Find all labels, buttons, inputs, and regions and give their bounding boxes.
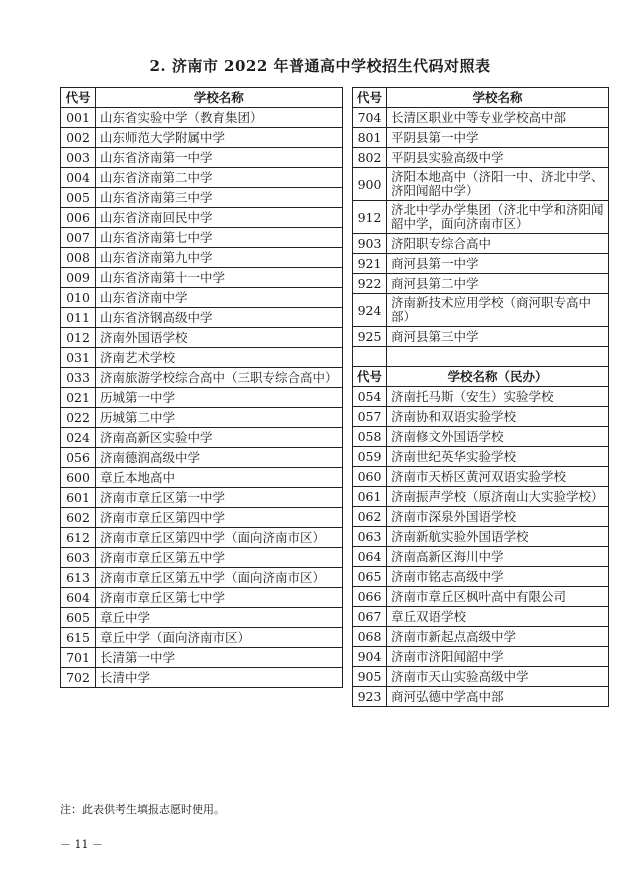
table-row bbox=[353, 487, 609, 507]
school-code: 922 bbox=[353, 274, 387, 294]
school-code: 921 bbox=[353, 254, 387, 274]
school-name: 济南市天山实验高级中学 bbox=[387, 667, 609, 687]
school-name: 历城第一中学 bbox=[96, 388, 343, 408]
table-row bbox=[61, 568, 343, 588]
page-title: 2. 济南市 2022 年普通高中学校招生代码对照表 bbox=[149, 57, 491, 75]
school-code: 923 bbox=[353, 687, 387, 707]
table-row bbox=[353, 507, 609, 527]
school-code: 058 bbox=[353, 427, 387, 447]
table-row bbox=[61, 128, 343, 148]
table-row bbox=[353, 427, 609, 447]
school-name: 济南修文外国语学校 bbox=[387, 427, 609, 447]
school-name: 济南市章丘区第七中学 bbox=[96, 588, 343, 608]
school-code: 009 bbox=[61, 268, 96, 288]
school-code: 603 bbox=[61, 548, 96, 568]
table-row bbox=[353, 201, 609, 234]
table-row bbox=[353, 294, 609, 327]
school-code: 006 bbox=[61, 208, 96, 228]
school-name: 长清区职业中等专业学校高中部 bbox=[387, 108, 609, 128]
table-row bbox=[353, 108, 609, 128]
school-name: 长清第一中学 bbox=[96, 648, 343, 668]
school-name: 济南新技术应用学校（商河职专高中部） bbox=[387, 294, 609, 327]
school-code: 022 bbox=[61, 408, 96, 428]
school-code: 903 bbox=[353, 234, 387, 254]
table-row bbox=[353, 254, 609, 274]
school-name: 山东省济南第三中学 bbox=[96, 188, 343, 208]
table-row bbox=[353, 234, 609, 254]
school-name: 商河弘德中学高中部 bbox=[387, 687, 609, 707]
table-row bbox=[61, 508, 343, 528]
page-number: － 11 － bbox=[60, 838, 103, 851]
header-code: 代号 bbox=[353, 88, 387, 108]
table-row bbox=[61, 468, 343, 488]
school-code: 033 bbox=[61, 368, 96, 388]
school-name: 济南市新起点高级中学 bbox=[387, 627, 609, 647]
school-name: 济南高新区实验中学 bbox=[96, 428, 343, 448]
school-code: 615 bbox=[61, 628, 96, 648]
school-name: 济南市章丘区枫叶高中有限公司 bbox=[387, 587, 609, 607]
school-code: 702 bbox=[61, 668, 96, 688]
school-code: 005 bbox=[61, 188, 96, 208]
school-name: 济南外国语学校 bbox=[96, 328, 343, 348]
school-code: 001 bbox=[61, 108, 96, 128]
school-code: 003 bbox=[61, 148, 96, 168]
school-name: 济北中学办学集团（济北中学和济阳闻韶中学，面向济南市区） bbox=[387, 201, 609, 234]
school-code: 056 bbox=[61, 448, 96, 468]
school-code: 057 bbox=[353, 407, 387, 427]
school-name: 商河县第三中学 bbox=[387, 327, 609, 347]
school-code: 065 bbox=[353, 567, 387, 587]
table-row bbox=[61, 648, 343, 668]
table-row bbox=[61, 108, 343, 128]
table-row bbox=[353, 447, 609, 467]
school-name: 历城第二中学 bbox=[96, 408, 343, 428]
table-row bbox=[353, 527, 609, 547]
school-name: 平阴县实验高级中学 bbox=[387, 148, 609, 168]
footnote: 注：此表供考生填报志愿时使用。 bbox=[60, 803, 225, 816]
school-code: 904 bbox=[353, 647, 387, 667]
school-code: 067 bbox=[353, 607, 387, 627]
school-name: 山东省济南回民中学 bbox=[96, 208, 343, 228]
table-row bbox=[61, 448, 343, 468]
school-code: 905 bbox=[353, 667, 387, 687]
table-header-row bbox=[353, 88, 609, 108]
school-name: 山东省实验中学（教育集团） bbox=[96, 108, 343, 128]
school-code: 701 bbox=[61, 648, 96, 668]
school-code: 925 bbox=[353, 327, 387, 347]
school-name: 济南市章丘区第一中学 bbox=[96, 488, 343, 508]
school-code: 600 bbox=[61, 468, 96, 488]
empty-row bbox=[353, 347, 609, 367]
school-code: 063 bbox=[353, 527, 387, 547]
school-code: 021 bbox=[61, 388, 96, 408]
header-name: 学校名称（民办） bbox=[387, 367, 609, 387]
school-code: 066 bbox=[353, 587, 387, 607]
table-row bbox=[353, 667, 609, 687]
header-name: 学校名称 bbox=[96, 88, 343, 108]
school-name: 平阴县第一中学 bbox=[387, 128, 609, 148]
school-code bbox=[353, 347, 387, 367]
table-row bbox=[61, 628, 343, 648]
school-name: 济南托马斯（安生）实验学校 bbox=[387, 387, 609, 407]
table-row bbox=[353, 148, 609, 168]
school-name: 山东省济南第二中学 bbox=[96, 168, 343, 188]
school-name: 长清中学 bbox=[96, 668, 343, 688]
table-row bbox=[61, 268, 343, 288]
school-name: 济南市济阳闻韶中学 bbox=[387, 647, 609, 667]
school-code: 602 bbox=[61, 508, 96, 528]
school-name: 山东省济南第一中学 bbox=[96, 148, 343, 168]
table-row bbox=[353, 327, 609, 347]
school-name: 山东省济南第七中学 bbox=[96, 228, 343, 248]
school-code: 054 bbox=[353, 387, 387, 407]
school-name: 济南艺术学校 bbox=[96, 348, 343, 368]
school-name: 济南市铭志高级中学 bbox=[387, 567, 609, 587]
table-row bbox=[353, 567, 609, 587]
school-code: 061 bbox=[353, 487, 387, 507]
table-row bbox=[61, 248, 343, 268]
school-name: 山东省济南第九中学 bbox=[96, 248, 343, 268]
table-row bbox=[61, 528, 343, 548]
table-row bbox=[61, 228, 343, 248]
table-row bbox=[61, 208, 343, 228]
header-code: 代号 bbox=[61, 88, 96, 108]
table-row bbox=[353, 407, 609, 427]
table-row bbox=[353, 128, 609, 148]
school-code: 604 bbox=[61, 588, 96, 608]
school-code: 062 bbox=[353, 507, 387, 527]
private-header-row bbox=[353, 367, 609, 387]
school-name: 山东师范大学附属中学 bbox=[96, 128, 343, 148]
table-row bbox=[61, 488, 343, 508]
school-name: 商河县第一中学 bbox=[387, 254, 609, 274]
school-name: 济南德润高级中学 bbox=[96, 448, 343, 468]
school-name: 济南市章丘区第五中学 bbox=[96, 548, 343, 568]
school-name bbox=[387, 347, 609, 367]
school-name: 山东省济南第十一中学 bbox=[96, 268, 343, 288]
school-name: 济南新航实验外国语学校 bbox=[387, 527, 609, 547]
school-code: 912 bbox=[353, 201, 387, 234]
school-name: 济南市章丘区第四中学 bbox=[96, 508, 343, 528]
table-header-row bbox=[61, 88, 343, 108]
school-code-table-right bbox=[352, 87, 609, 707]
school-code: 059 bbox=[353, 447, 387, 467]
school-code: 031 bbox=[61, 348, 96, 368]
table-row bbox=[353, 647, 609, 667]
school-name: 章丘中学（面向济南市区） bbox=[96, 628, 343, 648]
school-name: 山东省济钢高级中学 bbox=[96, 308, 343, 328]
school-code: 064 bbox=[353, 547, 387, 567]
school-code: 060 bbox=[353, 467, 387, 487]
table-row bbox=[353, 387, 609, 407]
school-code: 007 bbox=[61, 228, 96, 248]
school-code: 002 bbox=[61, 128, 96, 148]
school-code: 605 bbox=[61, 608, 96, 628]
table-row bbox=[61, 388, 343, 408]
school-code: 924 bbox=[353, 294, 387, 327]
school-name: 山东省济南中学 bbox=[96, 288, 343, 308]
school-name: 济南世纪英华实验学校 bbox=[387, 447, 609, 467]
table-row bbox=[353, 547, 609, 567]
school-code: 613 bbox=[61, 568, 96, 588]
table-row bbox=[61, 668, 343, 688]
table-row bbox=[61, 328, 343, 348]
school-code: 008 bbox=[61, 248, 96, 268]
school-code: 012 bbox=[61, 328, 96, 348]
header-name: 学校名称 bbox=[387, 88, 609, 108]
table-row bbox=[353, 607, 609, 627]
table-row bbox=[353, 687, 609, 707]
school-name: 济南协和双语实验学校 bbox=[387, 407, 609, 427]
table-row bbox=[353, 168, 609, 201]
header-code: 代号 bbox=[353, 367, 387, 387]
table-row bbox=[61, 168, 343, 188]
school-code: 010 bbox=[61, 288, 96, 308]
table-row bbox=[61, 548, 343, 568]
school-name: 章丘双语学校 bbox=[387, 607, 609, 627]
school-name: 济阳职专综合高中 bbox=[387, 234, 609, 254]
table-row bbox=[61, 308, 343, 328]
school-code: 704 bbox=[353, 108, 387, 128]
table-row bbox=[61, 428, 343, 448]
table-row bbox=[61, 608, 343, 628]
table-row bbox=[353, 627, 609, 647]
table-row bbox=[61, 588, 343, 608]
table-row bbox=[353, 274, 609, 294]
school-name: 济南市天桥区黄河双语实验学校 bbox=[387, 467, 609, 487]
table-row bbox=[61, 368, 343, 388]
table-row bbox=[61, 288, 343, 308]
school-code: 004 bbox=[61, 168, 96, 188]
school-code: 011 bbox=[61, 308, 96, 328]
school-name: 济阳本地高中（济阳一中、济北中学、济阳闻韶中学） bbox=[387, 168, 609, 201]
school-code-table-left bbox=[60, 87, 343, 688]
school-name: 济南市章丘区第四中学（面向济南市区） bbox=[96, 528, 343, 548]
school-name: 章丘本地高中 bbox=[96, 468, 343, 488]
school-name: 济南市章丘区第五中学（面向济南市区） bbox=[96, 568, 343, 588]
table-row bbox=[61, 408, 343, 428]
school-code: 802 bbox=[353, 148, 387, 168]
table-row bbox=[61, 188, 343, 208]
school-code: 900 bbox=[353, 168, 387, 201]
school-code: 024 bbox=[61, 428, 96, 448]
school-code: 612 bbox=[61, 528, 96, 548]
school-name: 济南高新区海川中学 bbox=[387, 547, 609, 567]
school-name: 济南市深泉外国语学校 bbox=[387, 507, 609, 527]
table-row bbox=[61, 348, 343, 368]
school-name: 济南旅游学校综合高中（三职专综合高中） bbox=[96, 368, 343, 388]
school-code: 068 bbox=[353, 627, 387, 647]
table-row bbox=[353, 467, 609, 487]
table-row bbox=[61, 148, 343, 168]
school-code: 801 bbox=[353, 128, 387, 148]
school-name: 商河县第二中学 bbox=[387, 274, 609, 294]
school-name: 济南振声学校（原济南山大实验学校） bbox=[387, 487, 609, 507]
table-row bbox=[353, 587, 609, 607]
school-code: 601 bbox=[61, 488, 96, 508]
school-name: 章丘中学 bbox=[96, 608, 343, 628]
